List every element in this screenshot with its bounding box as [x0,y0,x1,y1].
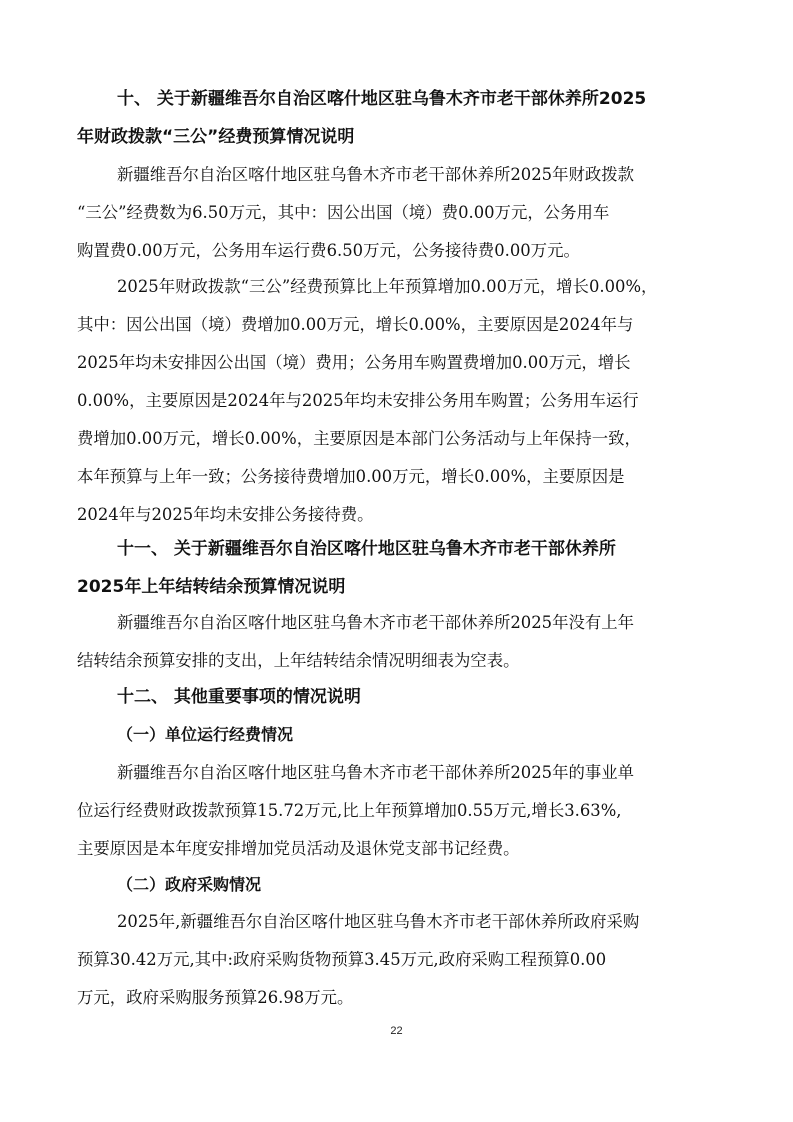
paragraph-line: 万元，政府采购服务预算26.98万元。 [77,988,354,1007]
paragraph-line: 新疆维吾尔自治区喀什地区驻乌鲁木齐市老干部休养所2025年的事业单 [117,763,635,782]
paragraph-line: 其中：因公出国（境）费增加0.00万元，增长0.00%，主要原因是2024年与 [77,315,634,334]
section-11-heading [77,530,717,606]
paragraph-line: 主要原因是本年度安排增加党员活动及退休党支部书记经费。 [77,839,520,858]
section-12-heading [77,678,717,716]
section-11-heading-line-2: 2025年上年结转结余预算情况说明 [77,577,346,597]
paragraph-line: 结转结余预算安排的支出，上年结转结余情况明细表为空表。 [77,651,520,670]
paragraph-line: 2025年,新疆维吾尔自治区喀什地区驻乌鲁木齐市老干部休养所政府采购 [117,912,640,931]
section-11-paragraph [77,604,717,680]
paragraph-line: 2025年均未安排因公出国（境）费用；公务用车购置费增加0.00万元，增长 [77,353,631,372]
paragraph-line: 本年预算与上年一致；公务接待费增加0.00万元，增长0.00%，主要原因是 [77,467,625,486]
paragraph-line: 费增加0.00万元，增长0.00%，主要原因是本部门公务活动与上年保持一致， [77,429,641,448]
paragraph-line: 新疆维吾尔自治区喀什地区驻乌鲁木齐市老干部休养所2025年没有上年 [117,613,635,632]
paragraph-line: 位运行经费财政拨款预算15.72万元,比上年预算增加0.55万元,增长3.63%, [77,801,622,820]
section-10-heading-line-2: 年财政拨款“三公”经费预算情况说明 [77,127,355,147]
paragraph-line: 0.00%，主要原因是2024年与2025年均未安排公务用车购置；公务用车运行 [77,391,639,410]
section-11-heading-line-1: 十一、 关于新疆维吾尔自治区喀什地区驻乌鲁木齐市老干部休养所 [117,539,616,559]
section-10-heading [77,80,717,156]
section-10-heading-line-1: 十、 关于新疆维吾尔自治区喀什地区驻乌鲁木齐市老干部休养所2025 [117,89,647,109]
section-12-heading-text: 十二、 其他重要事项的情况说明 [117,687,361,707]
paragraph-line: 2024年与2025年均未安排公务接待费。 [77,505,374,524]
paragraph-line: 购置费0.00万元，公务用车运行费6.50万元，公务接待费0.00万元。 [77,241,580,260]
subsection-2-paragraph [77,903,717,1017]
paragraph-line: “三公”经费数为6.50万元，其中：因公出国（境）费0.00万元，公务用车 [77,203,610,222]
section-10-paragraph-1 [77,156,717,270]
subsection-1-title: （一）单位运行经费情况 [117,725,294,744]
page-number: 22 [390,1025,403,1037]
subsection-1-paragraph [77,754,717,868]
subsection-2-title: （二）政府采购情况 [117,875,262,894]
paragraph-line: 预算30.42万元,其中:政府采购货物预算3.45万元,政府采购工程预算0.00 [77,950,607,969]
paragraph-line: 新疆维吾尔自治区喀什地区驻乌鲁木齐市老干部休养所2025年财政拨款 [117,165,635,184]
section-10-paragraph-2 [77,268,717,534]
paragraph-line: 2025年财政拨款“三公”经费预算比上年预算增加0.00万元，增长0.00%， [117,277,658,296]
